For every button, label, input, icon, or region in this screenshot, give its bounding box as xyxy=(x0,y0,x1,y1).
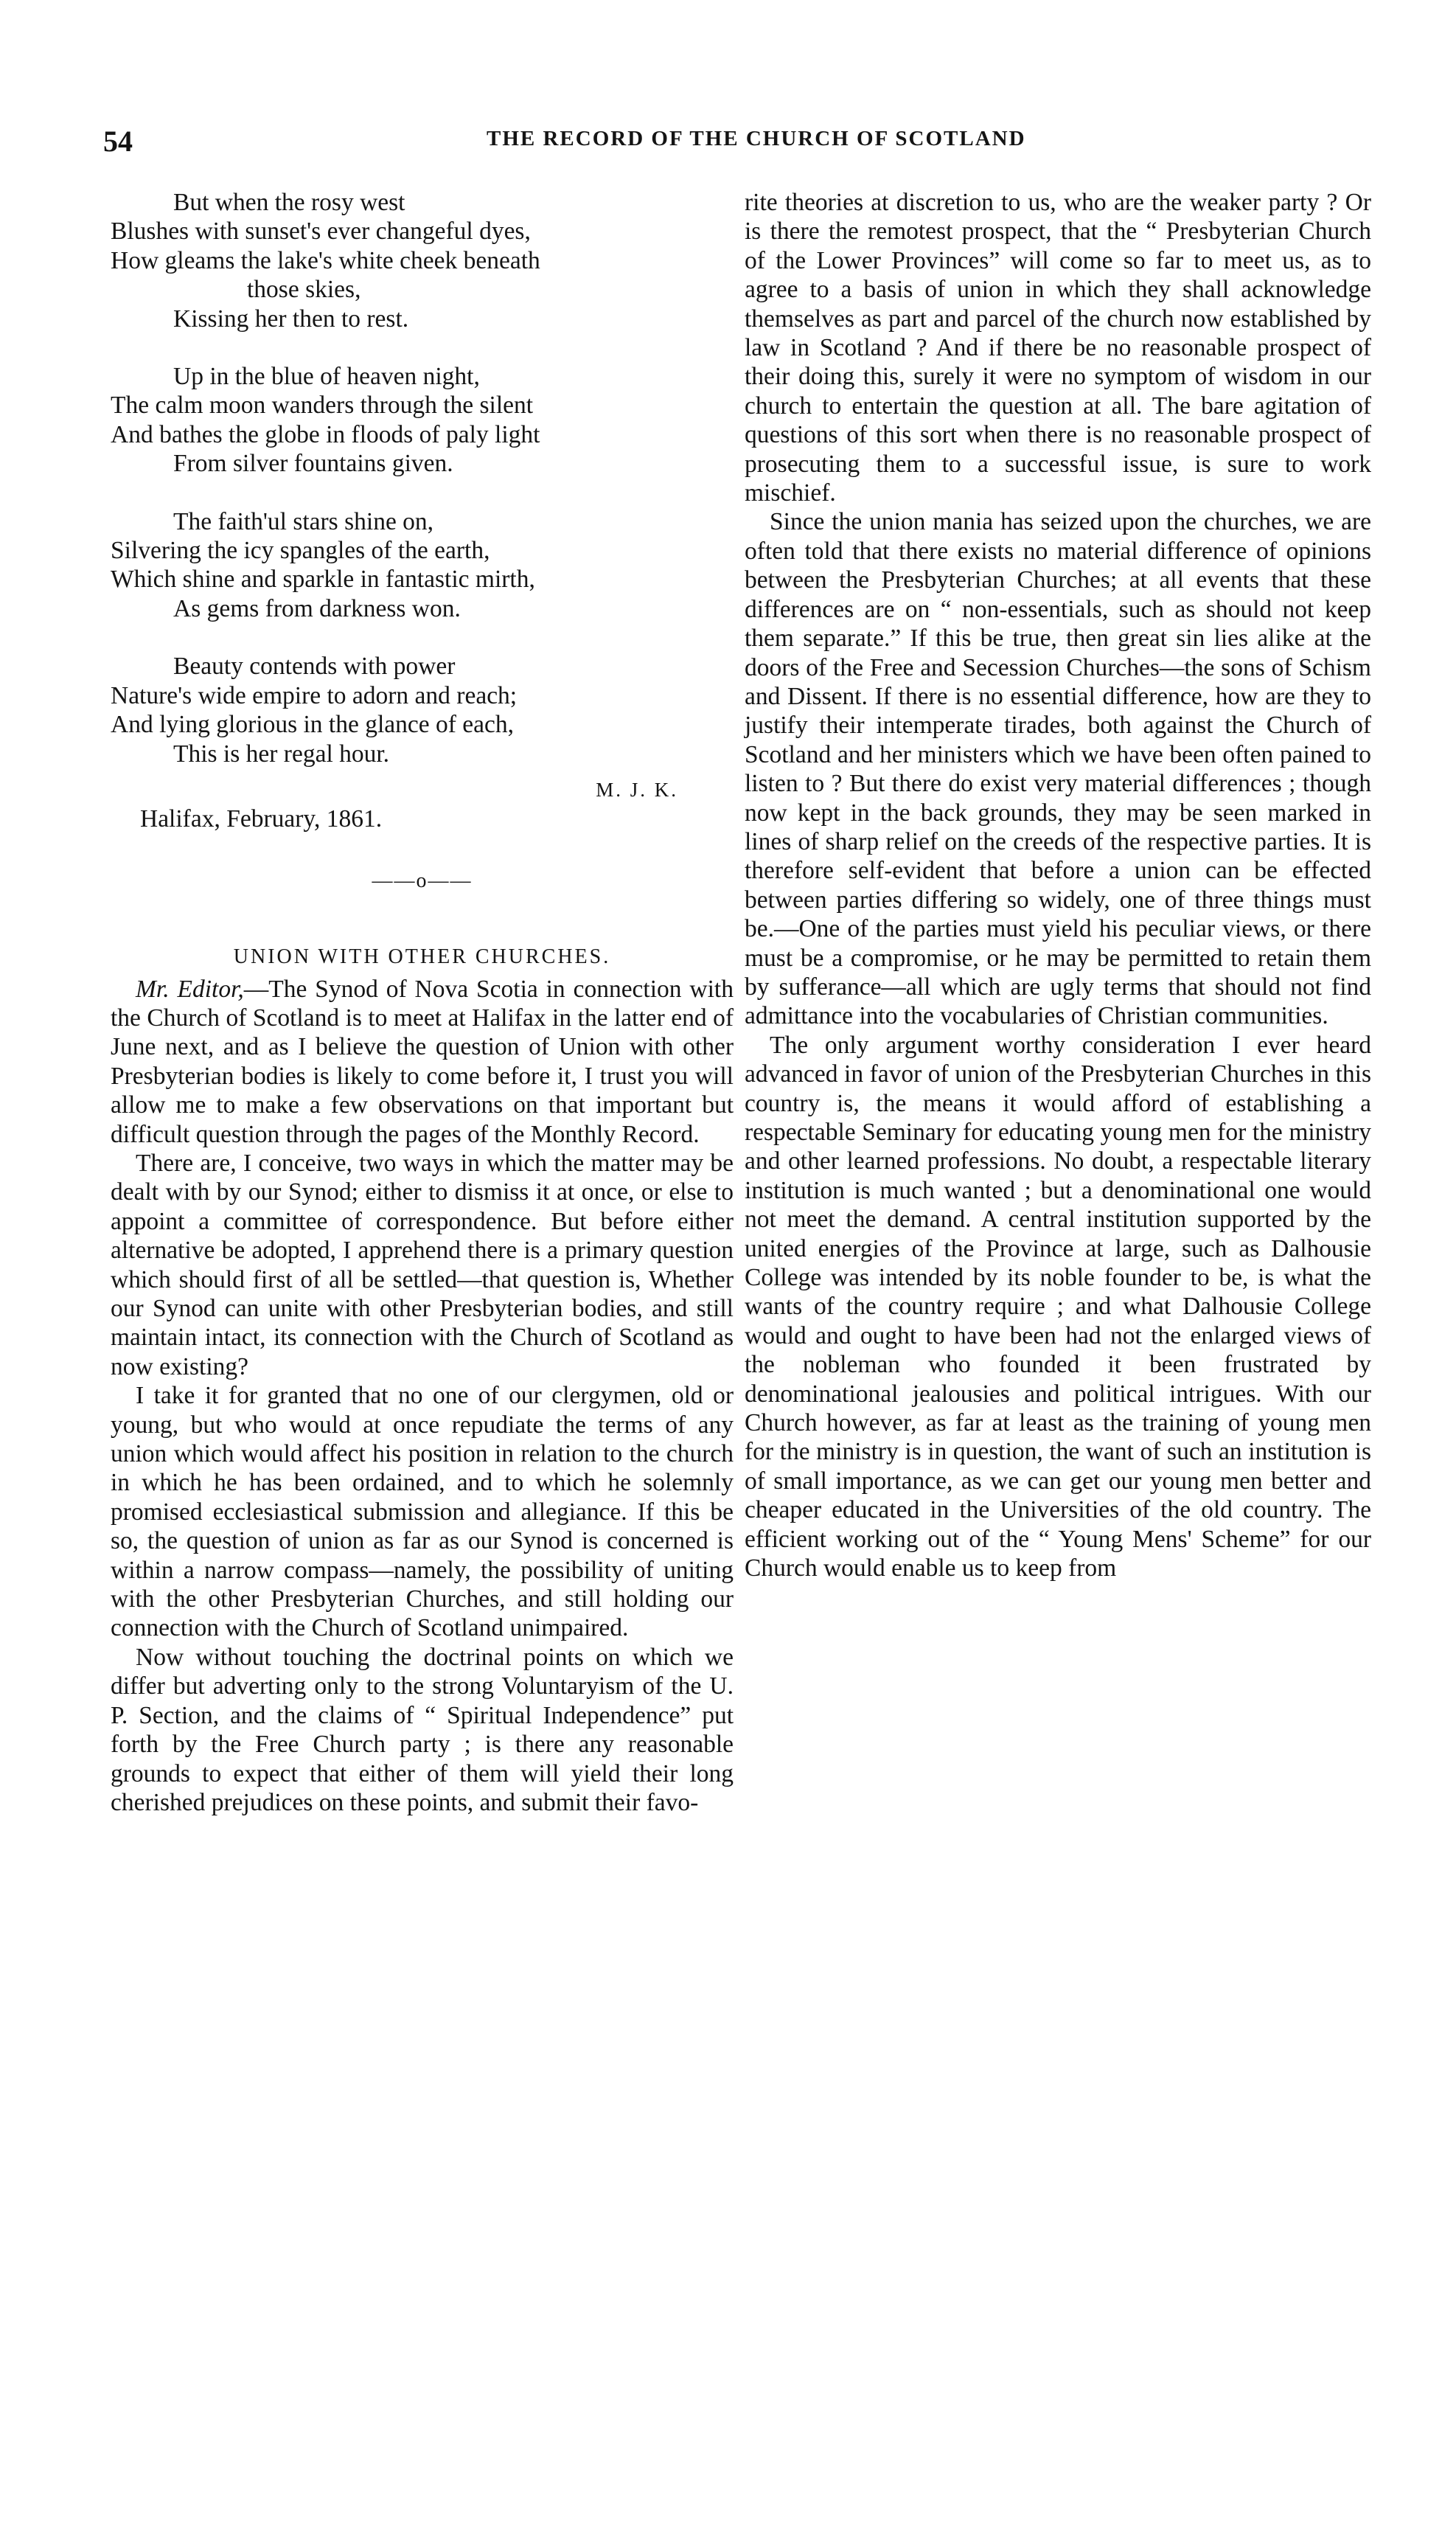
article-paragraph: Now without touching the doctrinal points on which we differ but adverting only to the strong Voluntaryism of the U. P. Section, and the claims of “ Spiritual Independence” put forth by the Free Church party ; is there any reasonable grounds to expect that either of them will yield their long cherished prejudices on these points, and submit their favo- xyxy=(111,1643,734,1816)
poem-line: The calm moon wanders through the silent xyxy=(111,392,534,420)
poem-line: Beauty contends with power xyxy=(173,653,456,681)
poem-line: And bathes the globe in floods of paly light xyxy=(111,420,540,448)
poem-stanza xyxy=(111,188,734,333)
salutation: Mr. Editor, xyxy=(136,975,244,1003)
article-paragraph: I take it for granted that no one of our clergymen, old or young, but who would at once repudiate the terms of any union which would affect his position in relation to the church in which he has been ordained, and to which he solemnly promised ecclesiastical submission and allegiance. If this be so, the question of union as far as our Synod is concerned is within a narrow compass—namely, the possibility of uniting with the other Presbyterian Churches, and still holding our connection with the Church of Scotland unimpaired. xyxy=(111,1382,734,1642)
page-number: 54 xyxy=(103,125,133,158)
article-paragraph: rite theories at discretion to us, who are the weaker party ? Or is there the remotest prospect, that the “ Presbyterian Church of the Lower Provinces” will come so far to meet us, as to agree to a basis of union in which they shall acknowledge themselves as part and parcel of the church now established by law in Scotland ? And if there be no reasonable prospect of their doing this, surely it were no symptom of wisdom in our church to entertain the question at all. The bare agitation of questions of this sort when there is no reasonable prospect of prosecuting them to a successful issue, is sure to work mischief. xyxy=(745,189,1371,507)
poem-line: This is her regal hour. xyxy=(173,740,390,768)
poem-stanza xyxy=(111,652,734,768)
poem-place-date: Halifax, February, 1861. xyxy=(140,805,383,833)
paragraph-text: —The Synod of Nova Scotia in connection with the Church of Scotland is to meet at Halifax in the latter end of June next, and as I believe the question of Union with other Presbyterian bodies is likely to come before it, I trust you will allow me to make a few observations on that important but difficult question through the pages of the Monthly Record. xyxy=(111,975,734,1148)
divider-text: ——o—— xyxy=(372,869,473,892)
article-paragraph: There are, I conceive, two ways in which the matter may be dealt with by our Synod; either to dismiss it at once, or else to appoint a committee of correspondence. But before either alternative be adopted, I apprehend there is a primary question which should first of all be settled—that question is, Whether our Synod can unite with other Presbyterian bodies, and still maintain intact, its connection with the Church of Scotland as now existing? xyxy=(111,1149,734,1380)
article-paragraph xyxy=(111,975,734,1149)
article-paragraph: The only argument worthy consideration I ever heard advanced in favor of union of the Presbyterian Churches in this country is, the means it would afford of establishing a respectable Seminary for educating young men for the ministry and other learned professions. No doubt, a respectable literary institution is much wanted ; but a denominational one would not meet the demand. A central institution supported by the united energies of the Province at large, such as Dalhousie College was intended by its noble founder to be, is what the wants of the country require ; and what Dalhousie College would and ought to have been had not the enlarged views of the nobleman who founded it been frustrated by denominational jealousies and political intrigues. With our Church however, as far at least as the training of young men for the ministry is in question, the want of such an institution is of small importance, as we can get our young men better and cheaper educated in the Universities of the old country. The efficient working out of the “ Young Mens' Scheme” for our Church would enable us to keep from xyxy=(745,1031,1371,1582)
left-column xyxy=(111,188,734,1817)
poem-line: Kissing her then to rest. xyxy=(173,305,409,333)
right-column xyxy=(745,188,1371,1583)
poem-line: Up in the blue of heaven night, xyxy=(173,363,480,391)
running-title: THE RECORD OF THE CHURCH OF SCOTLAND xyxy=(487,127,1026,150)
poem-line: From silver fountains given. xyxy=(173,450,453,478)
poem xyxy=(111,188,734,834)
poem-stanza xyxy=(111,507,734,624)
poem-line: As gems from darkness won. xyxy=(173,594,461,622)
poem-line: And lying glorious in the glance of each, xyxy=(111,711,515,739)
poem-line: How gleams the lake's white cheek beneath xyxy=(111,246,540,274)
poem-line: The faith'ul stars shine on, xyxy=(173,507,434,535)
article-paragraph: Since the union mania has seized upon the churches, we are often told that there exists no material difference of opinions between the Presbyterian Churches; at all events that these differences are on “ non-essentials, such as should not keep them separate.” If this be true, then great sin lies alike at the doors of the Free and Secession Churches—the sons of Schism and Dissent. If there is no essential difference, how are they to justify their intemperate tirades, both against the Church of Scotland and her ministers which we have been often pained to listen to ? But there do exist very material differences ; though now kept in the back grounds, they may be seen marked in lines of sharp relief on the creeds of the respective parties. It is therefore self-evident that before a union can be effected between parties differing so widely, one of three things must be.—One of the parties must yield his peculiar views, or there must be a compromise, or he may be permitted to retain them by sufferance—all which are ugly terms that should not find admittance into the vocabularies of Christian communities. xyxy=(745,508,1371,1030)
poem-line: But when the rosy west xyxy=(173,189,405,216)
poem-line: those skies, xyxy=(247,276,361,304)
poem-line: Silvering the icy spangles of the earth, xyxy=(111,537,490,565)
poem-stanza xyxy=(111,362,734,479)
poem-signature: M. J. K. xyxy=(596,778,678,801)
poem-line: Nature's wide empire to adorn and reach; xyxy=(111,681,518,709)
article-title: UNION WITH OTHER CHURCHES. xyxy=(233,945,611,969)
page-header xyxy=(103,124,1371,161)
section-divider xyxy=(111,866,734,895)
poem-line: Blushes with sunset's ever changeful dyes, xyxy=(111,218,531,246)
poem-line: Which shine and sparkle in fantastic mirth, xyxy=(111,566,535,594)
